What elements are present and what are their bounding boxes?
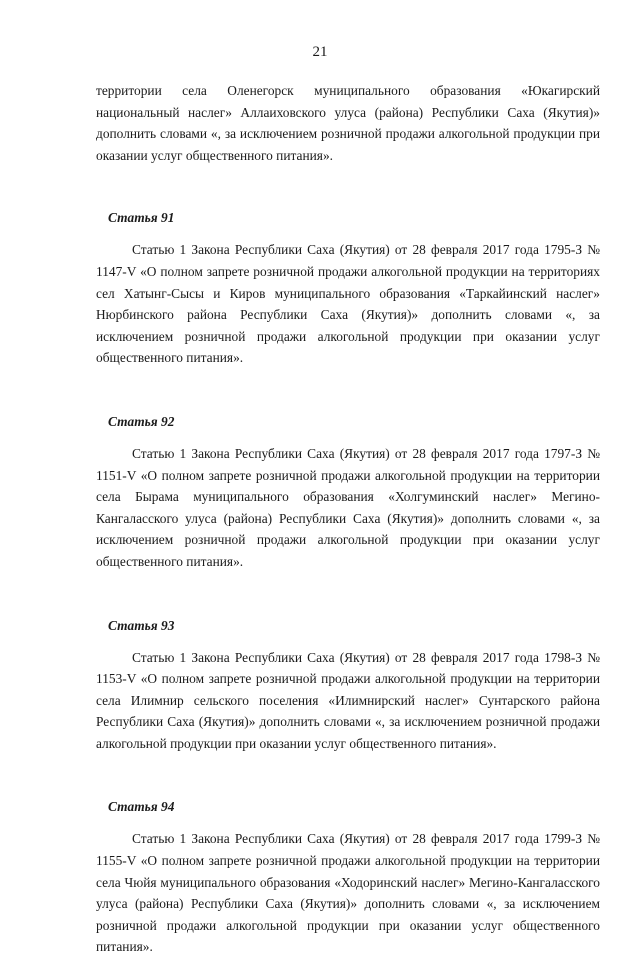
article-93 [96,615,600,755]
article-92 [96,411,600,573]
article-text: Статью 1 Закона Республики Саха (Якутия) от 28 февраля 2017 года 1795-З № 1147-V «О полном запрете розничной продажи алкогольной продукции на территориях сел Хатынг-Сысы и Киров муниципального образования «Таркайинский наслег» Нюрбинского района Республики Саха (Якутия)» дополнить словами «, за исключением розничной продажи алкогольной продукции при оказании услуг общественного питания». [96,242,600,366]
article-title: Статья 92 [108,413,175,429]
article-91 [96,207,600,369]
article-text: Статью 1 Закона Республики Саха (Якутия) от 28 февраля 2017 года 1799-З № 1155-V «О полном запрете розничной продажи алкогольной продукции на территории села Чюйя муниципального образования «Ходоринский наслег» Мегино-Кангаласского улуса (района) Республики Саха (Якутия)» дополнить словами «, за исключением розничной продажи алкогольной продукции при оказании услуг общественного питания». [96,831,600,955]
page-number: 21 [312,44,328,60]
article-title: Статья 94 [108,799,175,815]
article-text: Статью 1 Закона Республики Саха (Якутия) от 28 февраля 2017 года 1798-З № 1153-V «О полном запрете розничной продажи алкогольной продукции на территории села Илимнир сельского поселения «Илимнирский наслег» Сунтарского района Республики Саха (Якутия)» дополнить словами «, за исключением розничной продажи алкогольной продукции при оказании услуг общественного питания». [96,649,600,751]
continuation-paragraph: территории села Оленегорск муниципального образования «Юкагирский национальный наслег» Аллаиховского улуса (района) Республики Саха (Якутия)» дополнить словами «, за исключением розничной продажи алкогольной продукции при оказании услуг общественного питания». [96,83,600,163]
article-title: Статья 93 [108,617,175,633]
document-body [96,80,600,958]
article-text: Статью 1 Закона Республики Саха (Якутия) от 28 февраля 2017 года 1797-З № 1151-V «О полном запрете розничной продажи алкогольной продукции на территории села Бырама муниципального образования «Холгуминский наслег» Мегино-Кангаласского улуса (района) Республики Саха (Якутия)» дополнить словами «, за исключением розничной продажи алкогольной продукции при оказании услуг общественного питания». [96,445,600,569]
article-94 [96,796,600,958]
article-title: Статья 91 [108,210,175,226]
